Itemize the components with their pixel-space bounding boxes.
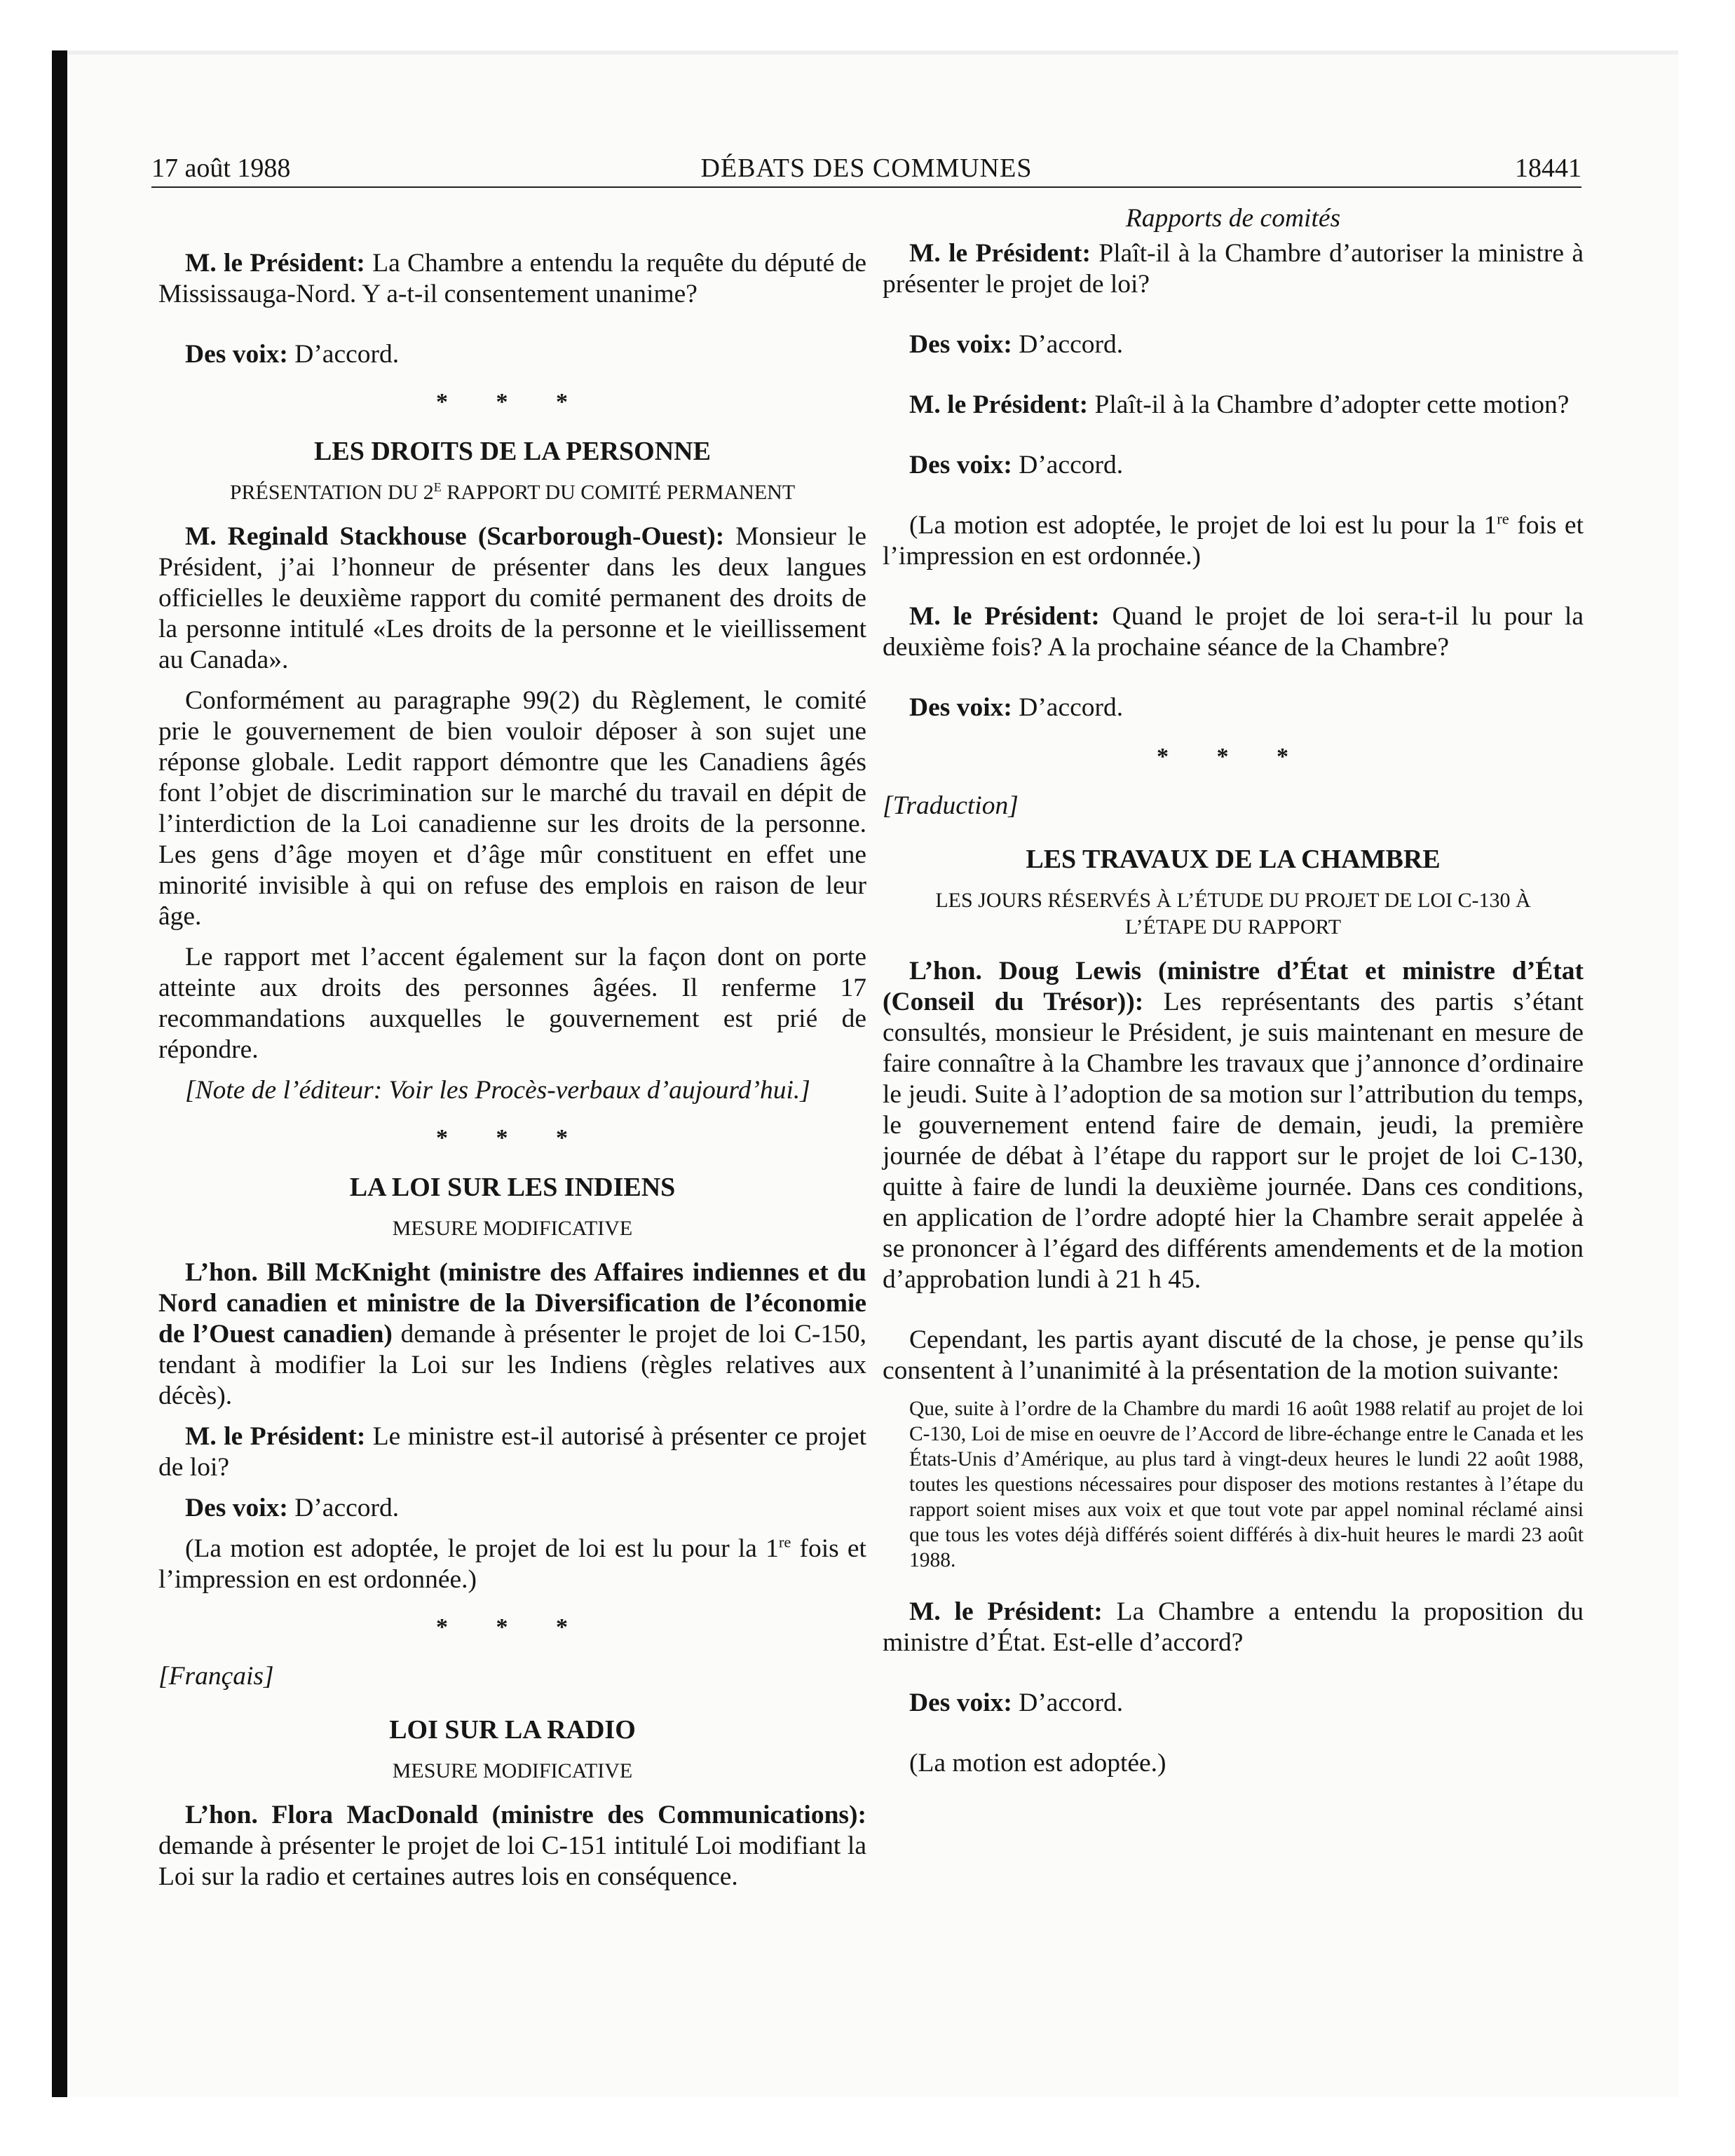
speaker: L’hon. Flora MacDonald (ministre des Communications): — [185, 1801, 866, 1829]
superscript: E — [433, 480, 442, 494]
header-title: DÉBATS DES COMMUNES — [700, 153, 1033, 183]
speech-text: demande à présenter le projet de loi C-151 intitulé Loi modifiant la Loi sur la radio et certaines autres lois en conséquence. — [158, 1831, 866, 1891]
speech-text: La Chambre a entendu la proposition du ministre d’État. Est-elle d’accord? — [883, 1597, 1584, 1657]
paragraph — [883, 1597, 1584, 1658]
section-heading: LA LOI SUR LES INDIENS — [349, 1173, 676, 1202]
scan-edge-left — [52, 50, 67, 2097]
paragraph — [883, 692, 1584, 723]
paragraph — [883, 390, 1584, 421]
speaker: M. le Président: — [909, 1597, 1103, 1626]
speech-text: Plaît-il à la Chambre d’adopter cette motion? — [1088, 390, 1570, 419]
speech-text: demande à présenter le projet de loi C-150, tendant à modifier la Loi sur les Indiens (règles relatives aux décès). — [158, 1320, 866, 1410]
paragraph — [158, 1534, 866, 1595]
language-marker: [Français] — [158, 1662, 274, 1691]
speaker: M. le Président: — [909, 390, 1089, 419]
speech-text: Les représentants des partis s’étant consultés, monsieur le Président, je suis maintenant en mesure de faire connaître à la Chambre les travaux que j’annonce d’ordinaire le jeudi. Suite à l’adoption de sa motion sur l’attribution du temps, le gouvernement entend faire de demain, jeudi, la première journée de débat à l’étape du rapport sur le projet de loi C-130, quitte à faire de lundi la deuxième journée. Dans ces conditions, en application de l’ordre adopté hier la Chambre serait appelée à se prononcer à l’égard des différents amendements et de la motion d’approbation lundi à 21 h 45. — [883, 988, 1584, 1294]
paragraph — [158, 1421, 866, 1483]
text-part: (La motion est adoptée, le projet de loi est lu pour la 1 — [185, 1534, 779, 1563]
speaker: Des voix: — [185, 340, 288, 369]
header-date: 17 août 1988 — [151, 153, 291, 183]
speech-text: Le ministre est-il autorisé à présenter ce projet de loi? — [158, 1422, 867, 1482]
section-separator: * * * — [436, 389, 589, 415]
text-part: (La motion est adoptée, le projet de loi est lu pour la 1 — [909, 511, 1497, 540]
section-subheading: MESURE MODIFICATIVE — [392, 1217, 633, 1240]
right-column — [883, 203, 1584, 1789]
speaker: Des voix: — [909, 1688, 1012, 1717]
speaker: Des voix: — [909, 693, 1012, 722]
speaker: Des voix: — [909, 330, 1012, 359]
section-heading: LES DROITS DE LA PERSONNE — [314, 437, 711, 466]
speech-text: Quand le projet de loi sera-t-il lu pour la deuxième fois? A la prochaine séance de la Chambre? — [883, 602, 1584, 662]
subheading-part: PRÉSENTATION DU 2 — [229, 481, 434, 504]
speaker: Des voix: — [185, 1494, 288, 1522]
speaker: M. le Président: — [909, 602, 1100, 631]
paragraph — [158, 1493, 866, 1524]
speaker: L’hon. Bill McKnight (ministre des Affaires indiennes et du Nord canadien et ministre de la Diversification de l’économie de l’Ouest canadien) — [158, 1258, 866, 1349]
speech-text: D’accord. — [287, 340, 400, 369]
paragraph — [158, 1800, 866, 1892]
left-column — [158, 203, 866, 1902]
section-heading: LES TRAVAUX DE LA CHAMBRE — [1026, 845, 1441, 874]
editor-note: [Note de l’éditeur: Voir les Procès-verbaux d’aujourd’hui.] — [185, 1076, 810, 1105]
header-rule — [151, 186, 1581, 188]
paragraph — [883, 1688, 1584, 1719]
speaker: M. le Président: — [909, 239, 1091, 268]
speaker: M. le Président: — [185, 1422, 366, 1451]
section-separator: * * * — [1157, 744, 1309, 770]
text-part: fois et l’impression en est ordonnée.) — [158, 1534, 866, 1594]
speaker: M. Reginald Stackhouse (Scarborough-Ouest): — [185, 522, 725, 551]
running-head — [151, 150, 1581, 186]
paragraph — [883, 956, 1584, 1295]
section-subheading: MESURE MODIFICATIVE — [392, 1759, 633, 1782]
paragraph — [158, 1257, 866, 1412]
subheading-part: RAPPORT DU COMITÉ PERMANENT — [441, 481, 796, 504]
paragraph — [158, 521, 866, 676]
header-page-number: 18441 — [1515, 153, 1581, 183]
paragraph: Cependant, les partis ayant discuté de la chose, je pense qu’ils consentent à l’unanimité à la présentation de la motion suivante: — [883, 1325, 1584, 1385]
paragraph: Le rapport met l’accent également sur la façon dont on porte atteinte aux droits des personnes âgées. Il renferme 17 recommandations auxquelles le gouvernement est prié de répondre. — [158, 943, 866, 1064]
paragraph: (La motion est adoptée.) — [909, 1749, 1166, 1778]
speaker: L’hon. Doug Lewis (ministre d’État et ministre d’État (Conseil du Trésor)): — [883, 957, 1584, 1016]
paragraph — [883, 238, 1584, 300]
speech-text: La Chambre a entendu la requête du député de Mississauga-Nord. Y a-t-il consentement unanime? — [158, 249, 866, 308]
superscript: re — [778, 1533, 791, 1551]
paragraph — [158, 248, 866, 310]
paragraph — [158, 339, 866, 370]
speech-text: Monsieur le Président, j’ai l’honneur de présenter dans les deux langues officielles le deuxième rapport du comité permanent des droits de la personne intitulé «Les droits de la personne et le vieillissement au Canada». — [158, 522, 866, 674]
paragraph: Conformément au paragraphe 99(2) du Règlement, le comité prie le gouvernement de bien vouloir déposer à son sujet une réponse globale. Ledit rapport démontre que les Canadiens âgés font l’objet de discrimination sur le marché du travail en dépit de l’interdiction de la Loi canadienne sur les droits de la personne. Les gens d’âge moyen et d’âge mûr constituent en effet une minorité invisible à qui on refuse des emplois en raison de leur âge. — [158, 686, 866, 931]
paragraph — [883, 601, 1584, 663]
speech-text: D’accord. — [1012, 1688, 1124, 1717]
speech-text: D’accord. — [1012, 330, 1124, 359]
paragraph — [883, 450, 1584, 481]
paragraph — [883, 329, 1584, 360]
speaker: M. le Président: — [185, 249, 365, 278]
motion-quote: Que, suite à l’ordre de la Chambre du mardi 16 août 1988 relatif au projet de loi C-130, Loi de mise en oeuvre de l’Accord de libre-échange entre le Canada et les États-Unis d’Amérique, au plus tard à vingt-deux heures le lundi 22 août 1988, toutes les questions nécessaires pour disposer des motions restantes à l’étape du rapport soient mises aux voix et que tout vote par appel nominal réclamé ainsi que tous les votes déjà différés soient différés à dix-huit heures le mardi 23 août 1988. — [909, 1398, 1584, 1571]
section-subheading — [158, 479, 866, 506]
speech-text: D’accord. — [1012, 451, 1124, 479]
paragraph — [883, 510, 1584, 572]
section-heading: LOI SUR LA RADIO — [389, 1715, 636, 1745]
speech-text: D’accord. — [287, 1494, 400, 1522]
speech-text: Plaît-il à la Chambre d’autoriser la ministre à présenter le projet de loi? — [883, 239, 1584, 299]
speech-text: D’accord. — [1012, 693, 1124, 722]
speaker: Des voix: — [909, 451, 1012, 479]
section-separator: * * * — [436, 1125, 589, 1151]
section-separator: * * * — [436, 1614, 589, 1640]
superscript: re — [1497, 510, 1509, 528]
language-marker: [Traduction] — [883, 791, 1019, 820]
section-subheading: LES JOURS RÉSERVÉS À L’ÉTUDE DU PROJET DE LOI C-130 À L’ÉTAPE DU RAPPORT — [935, 889, 1531, 939]
column-caption: Rapports de comités — [1125, 204, 1341, 233]
text-part: fois et l’impression en est ordonnée.) — [883, 511, 1584, 571]
